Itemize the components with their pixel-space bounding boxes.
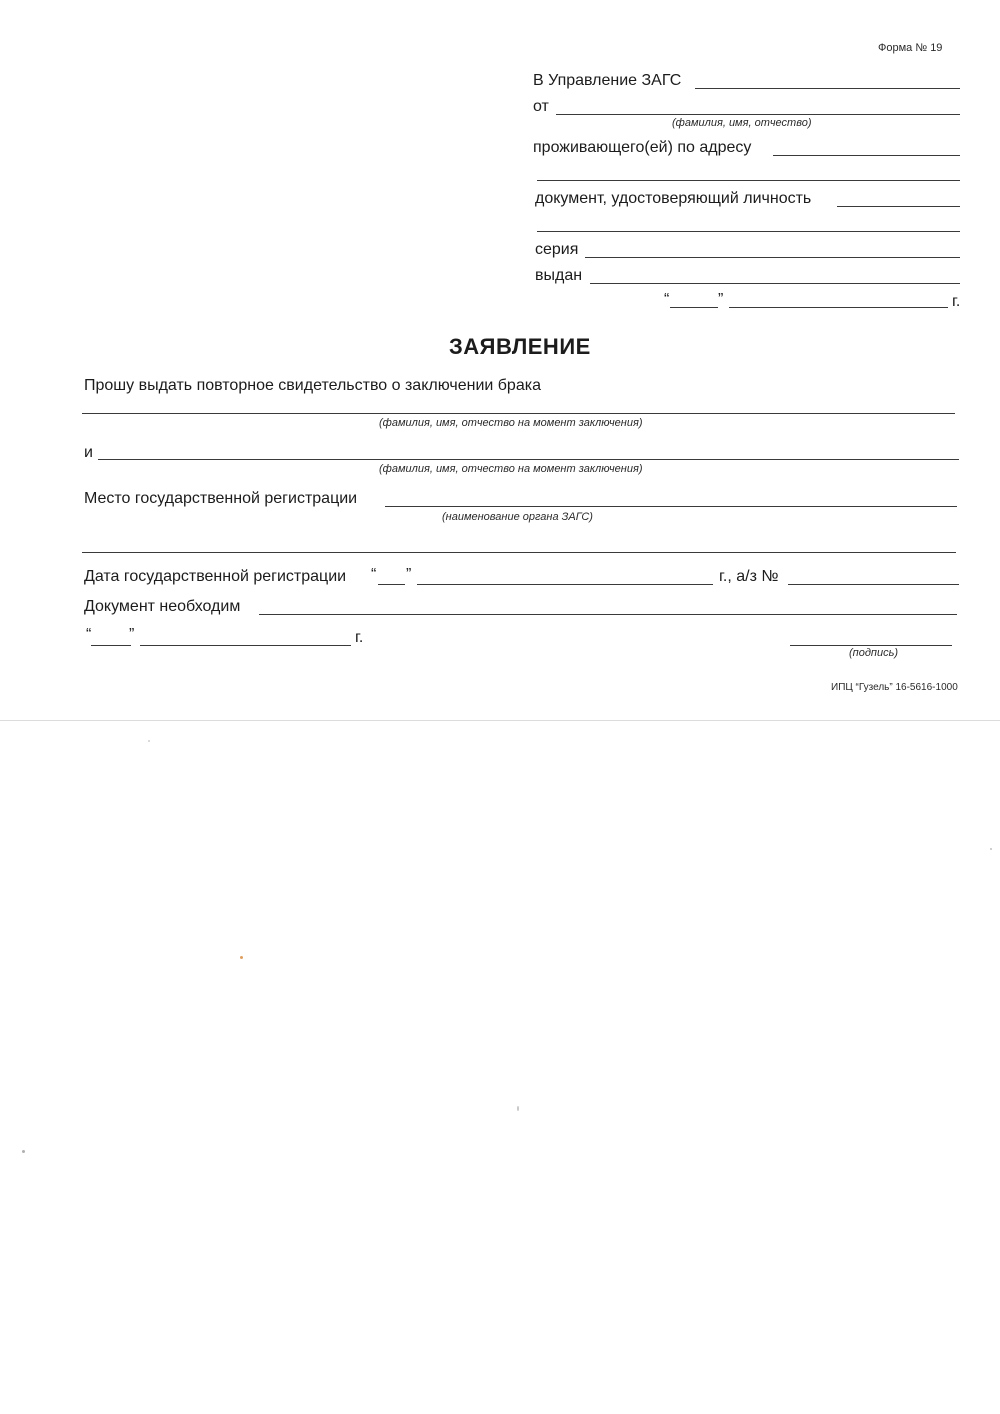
- registration-place-caption: (наименование органа ЗАГС): [442, 511, 593, 523]
- scan-speck: [22, 1150, 25, 1153]
- series-field[interactable]: [585, 257, 960, 258]
- id-document-label: документ, удостоверяющий личность: [535, 190, 812, 207]
- spouse-1-caption: (фамилия, имя, отчество на момент заключения): [379, 417, 643, 429]
- issue-day-field[interactable]: [670, 307, 718, 308]
- record-number-label: г., а/з №: [719, 568, 779, 585]
- registration-month-year-field[interactable]: [417, 584, 713, 585]
- address-label: проживающего(ей) по адресу: [533, 139, 752, 156]
- issued-label: выдан: [535, 267, 583, 284]
- applicant-name-field[interactable]: [556, 114, 960, 115]
- issued-by-field[interactable]: [590, 283, 960, 284]
- scan-speck: [240, 956, 243, 959]
- printer-mark: ИПЦ “Гузель” 16-5616-1000: [831, 682, 958, 693]
- registration-date-label: Дата государственной регистрации: [84, 568, 347, 585]
- sign-month-year-field[interactable]: [140, 645, 351, 646]
- id-document-field[interactable]: [837, 206, 960, 207]
- issue-date-open-quote: “: [664, 291, 670, 308]
- sign-day-field[interactable]: [91, 645, 131, 646]
- scan-speck: [517, 1106, 519, 1111]
- issue-date-close-quote: ”: [718, 291, 724, 308]
- registration-date-open-quote: “: [371, 566, 377, 583]
- address-field-continued[interactable]: [537, 180, 960, 181]
- purpose-label: Документ необходим: [84, 598, 241, 615]
- from-label: от: [533, 98, 549, 115]
- form-number: Форма № 19: [878, 42, 943, 54]
- registration-date-close-quote: ”: [406, 566, 412, 583]
- signature-caption: (подпись): [849, 647, 899, 659]
- applicant-name-caption: (фамилия, имя, отчество): [672, 117, 812, 129]
- registry-office-field[interactable]: [695, 88, 960, 89]
- registration-place-field-continued[interactable]: [82, 552, 956, 553]
- address-field[interactable]: [773, 155, 960, 156]
- signature-field[interactable]: [790, 645, 952, 646]
- sign-year-suffix: г.: [355, 629, 364, 646]
- record-number-field[interactable]: [788, 584, 959, 585]
- spouse-2-name-field[interactable]: [98, 459, 959, 460]
- scan-speck: [990, 848, 992, 850]
- registration-day-field[interactable]: [378, 584, 405, 585]
- registration-place-field[interactable]: [385, 506, 957, 507]
- spouse-1-name-field[interactable]: [82, 413, 955, 414]
- sign-date-open-quote: “: [86, 626, 92, 643]
- sign-date-close-quote: ”: [129, 626, 135, 643]
- request-text: Прошу выдать повторное свидетельство о заключении брака: [84, 377, 541, 394]
- and-label: и: [84, 444, 93, 461]
- id-document-field-continued[interactable]: [537, 231, 960, 232]
- page-title: ЗАЯВЛЕНИЕ: [449, 334, 591, 359]
- spouse-2-caption: (фамилия, имя, отчество на момент заключения): [379, 463, 643, 475]
- registration-place-label: Место государственной регистрации: [84, 490, 358, 507]
- sheet-edge-divider: [0, 720, 1000, 721]
- issue-month-year-field[interactable]: [729, 307, 948, 308]
- issue-year-suffix: г.: [952, 293, 961, 310]
- series-label: серия: [535, 241, 579, 258]
- scan-speck: [148, 740, 150, 742]
- to-label: В Управление ЗАГС: [533, 72, 682, 89]
- purpose-field[interactable]: [259, 614, 957, 615]
